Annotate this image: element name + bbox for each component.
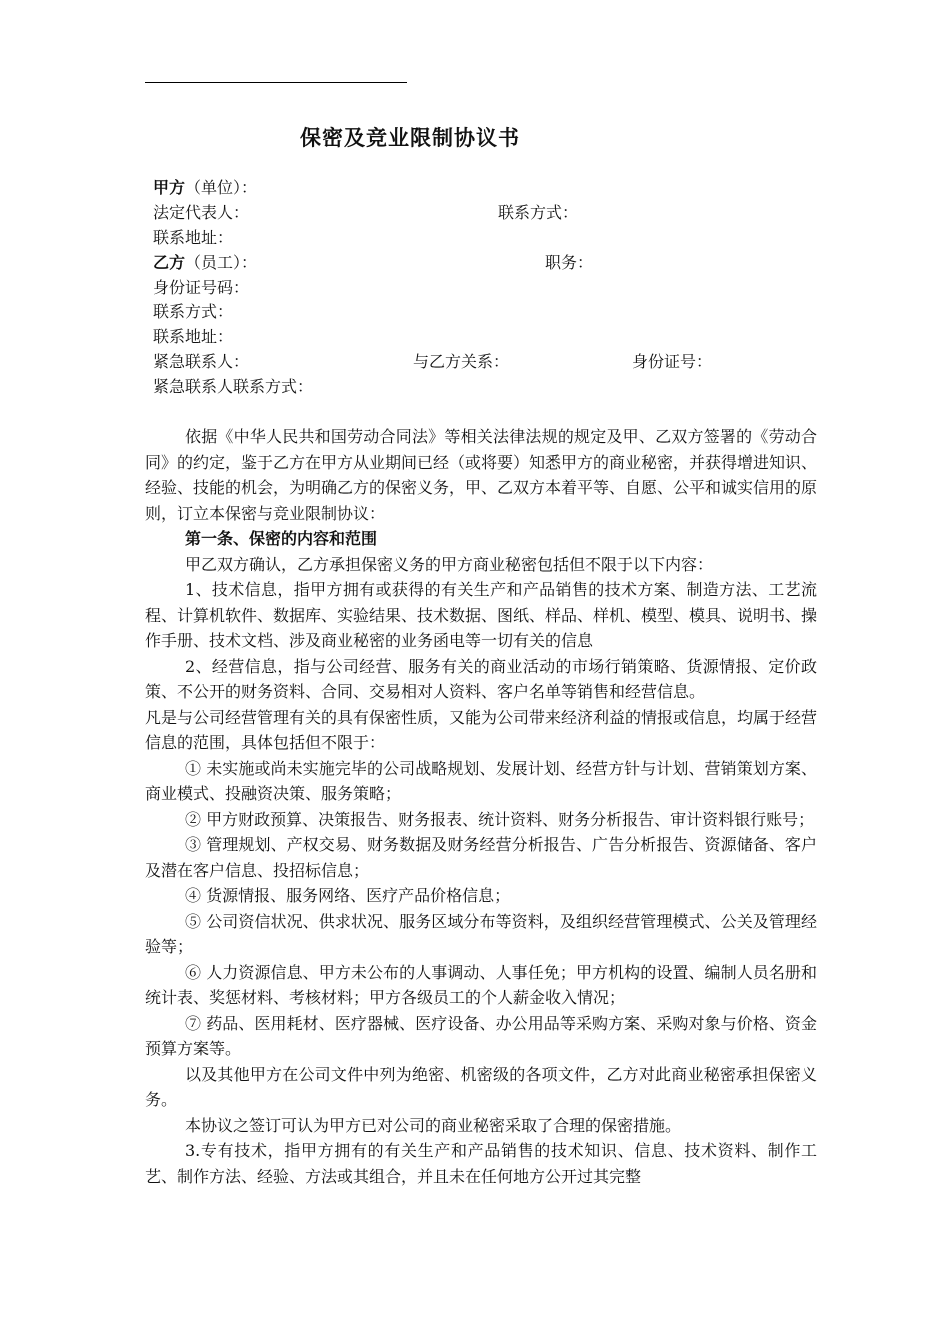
- party-a-label: 甲方: [153, 178, 186, 197]
- id-number-label: 身份证号码：: [153, 278, 250, 297]
- header-rule: [145, 82, 407, 83]
- party-b-suffix: （员工）：: [185, 253, 258, 272]
- address-a-label: 联系地址：: [153, 228, 234, 247]
- document-title: 保密及竞业限制协议书: [300, 126, 520, 150]
- paragraph: 本协议之签订可认为甲方已对公司的商业秘密采取了合理的保密措施。: [185, 1115, 682, 1135]
- paragraph: 3.专有技术，指甲方拥有的有关生产和产品销售的技术知识、信息、技术资料、制作工艺、制作方法、经验、方法或其组合，并且未在任何地方公开过其完整: [145, 1141, 817, 1186]
- emergency-contact-label: 紧急联系人：: [153, 352, 250, 371]
- relation-label: 与乙方关系：: [413, 352, 510, 371]
- contact-method-a-label: 联系方式：: [498, 203, 579, 222]
- paragraph: 1、技术信息，指甲方拥有或获得的有关生产和产品销售的技术方案、制造方法、工艺流程、计算机软件、数据库、实验结果、技术数据、图纸、样品、样机、模型、模具、说明书、操作手册、技术文档、涉及商业秘密的业务函电等一切有关的信息: [145, 580, 818, 650]
- address-b-label: 联系地址：: [153, 327, 234, 346]
- legal-rep-label: 法定代表人：: [153, 203, 250, 222]
- paragraph: ④ 货源情报、服务网络、医疗产品价格信息；: [185, 886, 511, 905]
- agreement-body: [145, 424, 817, 1189]
- paragraph: 凡是与公司经营管理有关的具有保密性质，又能为公司带来经济利益的情报或信息，均属于经营信息的范围，具体包括但不限于：: [145, 707, 818, 752]
- paragraph: 甲乙双方确认，乙方承担保密义务的甲方商业秘密包括但不限于以下内容：: [185, 554, 714, 574]
- party-b-label: 乙方: [153, 253, 186, 272]
- article-heading: 第一条、保密的内容和范围: [185, 529, 378, 548]
- paragraph: ⑥ 人力资源信息、甲方未公布的人事调动、人事任免；甲方机构的设置、编制人员名册和统计表、奖惩材料、考核材料；甲方各级员工的个人薪金收入情况；: [145, 962, 817, 1007]
- paragraph: 以及其他甲方在公司文件中列为绝密、机密级的各项文件，乙方对此商业秘密承担保密义务。: [145, 1064, 817, 1109]
- paragraph: 2、经营信息，指与公司经营、服务有关的商业活动的市场行销策略、货源情报、定价政策、不公开的财务资料、合同、交易相对人资料、客户名单等销售和经营信息。: [145, 656, 817, 701]
- paragraph: ① 未实施或尚未实施完毕的公司战略规划、发展计划、经营方针与计划、营销策划方案、商业模式、投融资决策、服务策略；: [145, 758, 817, 803]
- contact-method-b-label: 联系方式：: [153, 302, 234, 321]
- emergency-id-label: 身份证号：: [632, 352, 713, 371]
- paragraph: ③ 管理规划、产权交易、财务数据及财务经营分析报告、广告分析报告、资源储备、客户及潜在客户信息、投招标信息；: [145, 835, 817, 880]
- party-a-suffix: （单位）：: [185, 178, 258, 197]
- paragraph: ② 甲方财政预算、决策报告、财务报表、统计资料、财务分析报告、审计资料银行账号；: [185, 809, 815, 829]
- emergency-phone-label: 紧急联系人联系方式：: [153, 377, 314, 396]
- position-label: 职务：: [545, 253, 594, 272]
- paragraph: 依据《中华人民共和国劳动合同法》等相关法律法规的规定及甲、乙双方签署的《劳动合同》的约定，鉴于乙方在甲方从业期间已经（或将要）知悉甲方的商业秘密，并获得增进知识、经验、技能的机会，为明确乙方的保密义务，甲、乙双方本着平等、自愿、公平和诚实信用的原则，订立本保密与竞业限制协议：: [145, 427, 818, 523]
- party-a-line: [153, 176, 257, 200]
- paragraph: ⑤ 公司资信状况、供求状况、服务区域分布等资料，及组织经营管理模式、公关及管理经验等；: [145, 911, 817, 956]
- party-b-line: [153, 251, 257, 275]
- paragraph: ⑦ 药品、医用耗材、医疗器械、医疗设备、办公用品等采购方案、采购对象与价格、资金预算方案等。: [145, 1013, 817, 1058]
